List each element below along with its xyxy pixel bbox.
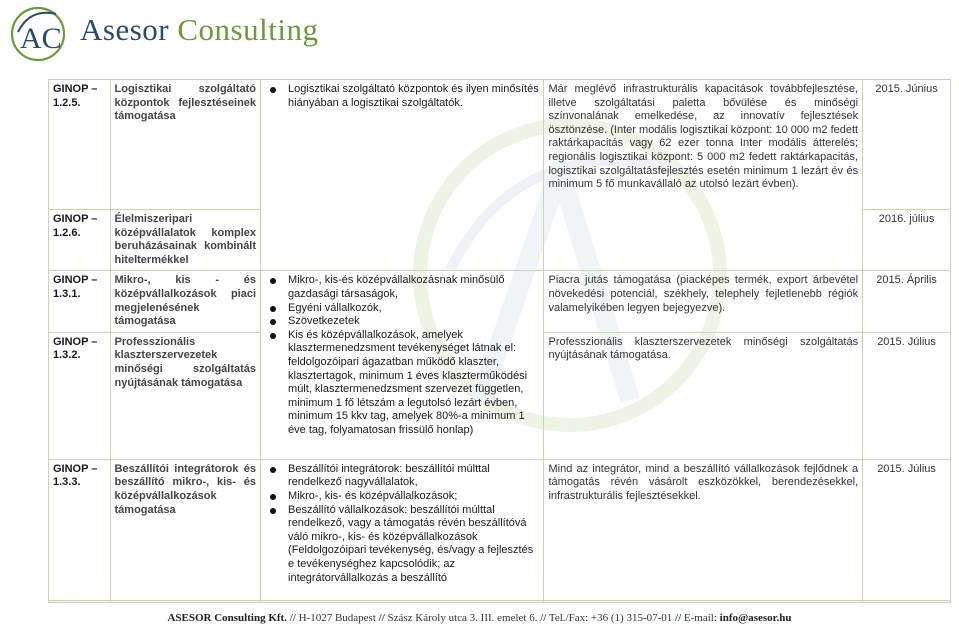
table-row [49, 271, 951, 332]
logo-monogram: AC [20, 22, 62, 55]
program-title: Mikro-, kis - és középvállalkozások piaci megjelenésének támogatása [110, 271, 261, 332]
target-item: Kis és középvállalkozások, amelyek klasztermenedzsment tevékenységet látnak el: feldolgozóipari ágazatban működő klaszter, klasztertagok, minimum 1 éves klaszterműködési múlt, klasztermenedzsment szervezet független, minimum 1 fő létszám a legutolsó lezárt évben, minimum 15 kkv tag, amelyek 80%-a minimum 1 éve tag, folyamatosan frissülő honlap) [288, 329, 539, 438]
footer-separator: // [675, 612, 682, 624]
page-header [0, 0, 959, 78]
footer-phone: Tel./Fax: +36 (1) 315-07-01 [548, 612, 673, 624]
footer-divider [48, 600, 951, 601]
footer-email-label: E-mail: [683, 612, 717, 624]
page-footer [0, 612, 959, 624]
program-description: Már meglévő infrastrukturális kapacitások továbbfejlesztése, illetve szolgáltatási paletta bővülése és minőségi színvonalának emelkedése, az innovatív fejlesztések ösztönzése. (Inter modális logisztikai központ: 10 000 m2 fedett raktárkapacitás vagy 62 ezer tonna Inter modális átterelés; regionális logisztikai központ: 5 000 m2 fedett raktárkapacitás, logisztikai szolgáltatásfejlesztés esetén minimum 1 lezárt év és minimum 5 fő munkavállaló az utolsó lezárt évben). [544, 80, 863, 271]
program-code: GINOP – 1.2.6. [49, 210, 111, 271]
brand-name [80, 12, 318, 48]
target-item: Mikro-, kis-és középvállalkozásnak minősülő gazdasági társaságok, [288, 274, 539, 301]
company-logo-icon [8, 4, 68, 64]
target-group-cell [261, 80, 544, 271]
program-date: 2015. Június [863, 80, 951, 210]
footer-separator: // [378, 612, 385, 624]
program-code: GINOP – 1.2.5. [49, 80, 111, 210]
program-date: 2016. július [863, 210, 951, 271]
program-description: Professzionális klaszterszervezetek minőségi szolgáltatás nyújtásának támogatása. [544, 332, 863, 459]
table-row [49, 80, 951, 210]
program-date: 2015. Április [863, 271, 951, 332]
footer-street: Szász Károly utca 3. III. emelet 6. [387, 612, 538, 624]
target-item: Beszállítói integrátorok: beszállítói múlttal rendelkező nagyvállalatok, [288, 463, 539, 490]
footer-email-link[interactable]: info@asesor.hu [719, 612, 792, 624]
brand-name-part1: Asesor [80, 12, 170, 47]
program-date: 2015. Július [863, 459, 951, 602]
footer-separator: // [289, 612, 296, 624]
footer-company: ASESOR Consulting Kft. [167, 612, 287, 624]
program-description: Mind az integrátor, mind a beszállító vállalkozások fejlődnek a támogatás révén vásárolt eszközökkel, berendezésekkel, infrastrukturális fejlesztésekkel. [544, 459, 863, 602]
target-item: Egyéni vállalkozók, [288, 302, 539, 316]
program-title: Beszállítói integrátorok és beszállító mikro-, kis- és középvállalkozások támogatása [110, 459, 261, 602]
target-item: Mikro-, kis- és középvállalkozások; [288, 490, 539, 504]
target-item: Logisztikai szolgáltató központok és ilyen minősítés hiányában a logisztikai szolgáltatók. [288, 83, 539, 109]
target-item: Szövetkezetek [288, 315, 539, 329]
program-title: Logisztikai szolgáltató központok fejlesztéseinek támogatása [110, 80, 261, 210]
brand-name-part2: Consulting [177, 12, 319, 47]
program-code: GINOP – 1.3.2. [49, 332, 111, 459]
target-group-cell [261, 271, 544, 459]
footer-separator: // [540, 612, 547, 624]
target-group-cell [261, 459, 544, 602]
target-item: Beszállító vállalkozások: beszállítói múlttal rendelkező, vagy a támogatás révén beszállítóvá váló mikro-, kis- és középvállalkozások (Feldolgozóipari tevékenység, és/vagy a fejlesztés e tevékenységhez kapcsolódik; az integrátorvállalkozás a beszállító [288, 504, 539, 586]
program-code: GINOP – 1.3.1. [49, 271, 111, 332]
footer-address: H-1027 Budapest [298, 612, 376, 624]
program-date: 2015. Július [863, 332, 951, 459]
program-description: Piacra jutás támogatása (piacképes termék, export árbevétel növekedési potenciál, székhely, telephely fejletlenebb régiók valamelyikében legyen bejegyezve). [544, 271, 863, 332]
program-title: Élelmiszeripari középvállalatok komplex beruházásainak kombinált hiteltermékkel [110, 210, 261, 271]
program-table [48, 79, 951, 603]
table-row [49, 459, 951, 602]
program-title: Professzionális klaszterszervezetek minőségi szolgáltatás nyújtásának támogatása [110, 332, 261, 459]
program-code: GINOP – 1.3.3. [49, 459, 111, 602]
